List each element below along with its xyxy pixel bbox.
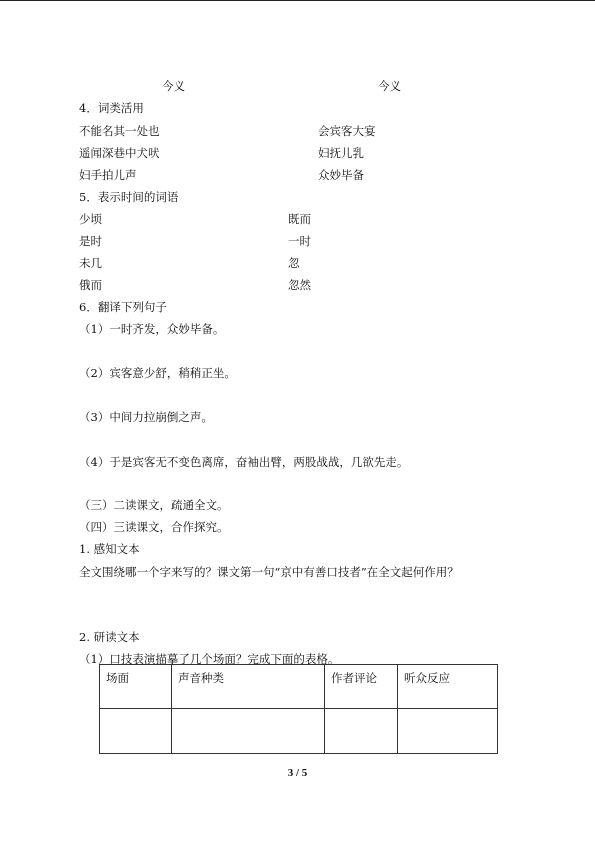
table-header-cell: 声音种类 xyxy=(172,665,325,709)
section5-item-left: 俄而 xyxy=(79,278,102,292)
section4-item-left: 妇手拍儿声 xyxy=(79,168,137,182)
q2-title: 2. 研读文本 xyxy=(79,630,140,644)
header-left-label: 今义 xyxy=(162,79,185,93)
section4-item-left: 遥闻深巷中犬吠 xyxy=(79,146,160,160)
q2-subquestion: （1）口技表演描摹了几个场面？完成下面的表格。 xyxy=(79,652,340,666)
translate-sentence: （4）于是宾客无不变色离席，奋袖出臂，两股战战，几欲先走。 xyxy=(79,455,409,469)
top-border-rule xyxy=(0,0,595,1)
table-header-cell: 作者评论 xyxy=(325,665,398,709)
section4-item-left: 不能名其一处也 xyxy=(79,124,160,138)
part4-heading: （四）三读课文，合作探究。 xyxy=(79,520,229,534)
page-number: 3 / 5 xyxy=(287,767,308,779)
section5-item-right: 忽 xyxy=(288,256,300,270)
section5-item-left: 是时 xyxy=(79,234,102,248)
scene-analysis-table xyxy=(99,664,498,754)
section5-item-right: 忽然 xyxy=(288,278,311,292)
q1-title: 1. 感知文本 xyxy=(79,542,140,556)
section4-item-right: 妇抚儿乳 xyxy=(318,146,364,160)
table-cell[interactable] xyxy=(398,709,498,754)
table-header-row xyxy=(100,665,498,709)
part3-heading: （三）二读课文，疏通全文。 xyxy=(79,498,229,512)
table-header-cell: 场面 xyxy=(100,665,172,709)
table-cell[interactable] xyxy=(172,709,325,754)
table-header-cell: 听众反应 xyxy=(398,665,498,709)
section4-item-right: 众妙毕备 xyxy=(318,168,364,182)
section4-title: 4．词类活用 xyxy=(79,101,144,115)
section4-item-right: 会宾客大宴 xyxy=(318,124,376,138)
table-cell[interactable] xyxy=(100,709,172,754)
table-row xyxy=(100,709,498,754)
translate-sentence: （3）中间力拉崩倒之声。 xyxy=(79,410,213,424)
section6-title: 6．翻译下列句子 xyxy=(79,300,167,314)
section5-item-right: 既而 xyxy=(288,212,311,226)
translate-sentence: （1）一时齐发，众妙毕备。 xyxy=(79,322,225,336)
section5-item-left: 未几 xyxy=(79,256,102,270)
translate-sentence: （2）宾客意少舒，稍稍正坐。 xyxy=(79,366,236,380)
section5-item-left: 少顷 xyxy=(79,212,102,226)
section5-item-right: 一时 xyxy=(288,234,311,248)
header-right-label: 今义 xyxy=(378,79,401,93)
section5-title: 5．表示时间的词语 xyxy=(79,190,179,204)
table-cell[interactable] xyxy=(325,709,398,754)
q1-question: 全文围绕哪一个字来写的？课文第一句“京中有善口技者”在全文起何作用？ xyxy=(79,565,459,579)
